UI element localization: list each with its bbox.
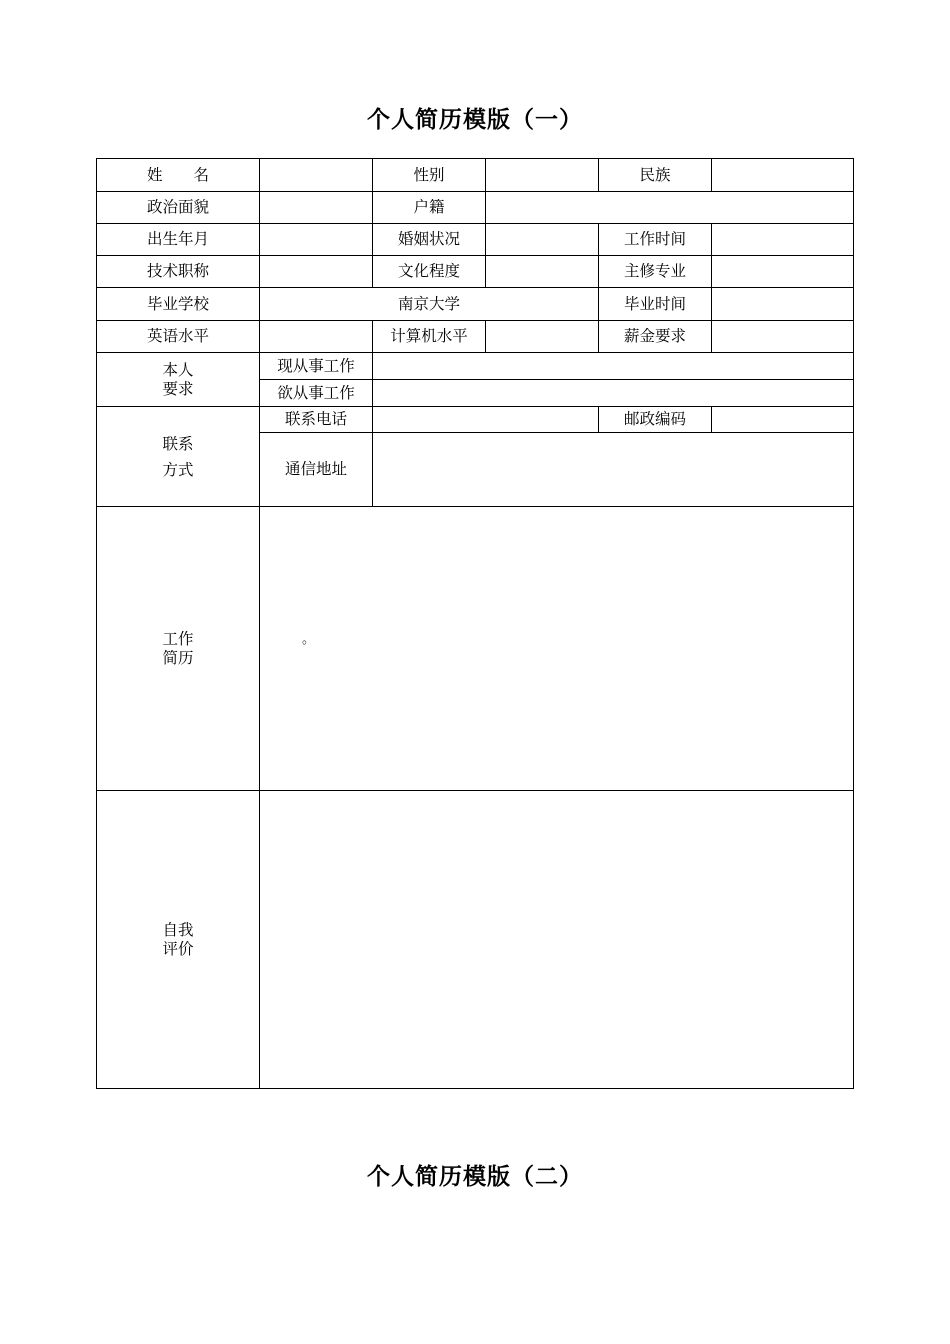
- contact-label-line2: 方式: [162, 460, 194, 479]
- document-title: 个人简历模版（一）: [367, 107, 583, 133]
- birth-label: 出生年月: [97, 224, 260, 256]
- worktime-label: 工作时间: [599, 224, 712, 256]
- contact-label-line1: 联系: [162, 434, 194, 453]
- ethnicity-field[interactable]: [712, 159, 854, 192]
- english-field[interactable]: [260, 321, 373, 353]
- postcode-label: 邮政编码: [599, 407, 712, 433]
- english-label: 英语水平: [97, 321, 260, 353]
- contact-label: [97, 407, 260, 507]
- self-evaluation-label: [97, 791, 260, 1089]
- name-field[interactable]: [260, 159, 373, 192]
- address-label: 通信地址: [260, 433, 373, 507]
- gender-label: 性别: [373, 159, 486, 192]
- school-label: 毕业学校: [97, 288, 260, 321]
- marital-field[interactable]: [486, 224, 599, 256]
- self-evaluation-label-line1: 自我: [162, 920, 194, 939]
- education-label: 文化程度: [373, 256, 486, 288]
- political-label: 政治面貌: [97, 192, 260, 224]
- salary-label: 薪金要求: [599, 321, 712, 353]
- work-history-label-line2: 简历: [162, 648, 194, 667]
- salary-field[interactable]: [712, 321, 854, 353]
- title-label: 技术职称: [97, 256, 260, 288]
- desired-job-label: 欲从事工作: [260, 380, 373, 407]
- request-label-line1: 本人: [162, 360, 194, 379]
- self-evaluation-label-line2: 评价: [162, 939, 194, 958]
- gradtime-label: 毕业时间: [599, 288, 712, 321]
- name-label: 姓 名: [97, 159, 260, 192]
- ethnicity-label: 民族: [599, 159, 712, 192]
- second-document-title: 个人简历模版（二）: [367, 1164, 583, 1190]
- computer-label: 计算机水平: [373, 321, 486, 353]
- computer-field[interactable]: [486, 321, 599, 353]
- request-label: [97, 353, 260, 407]
- request-label-line2: 要求: [162, 379, 194, 398]
- title-field[interactable]: [260, 256, 373, 288]
- self-evaluation-field[interactable]: [260, 791, 854, 1089]
- address-field[interactable]: [373, 433, 854, 507]
- phone-label: 联系电话: [260, 407, 373, 433]
- birth-field[interactable]: [260, 224, 373, 256]
- phone-field[interactable]: [373, 407, 599, 433]
- current-job-field[interactable]: [373, 353, 854, 380]
- work-history-label-line1: 工作: [162, 629, 194, 648]
- gender-field[interactable]: [486, 159, 599, 192]
- major-label: 主修专业: [599, 256, 712, 288]
- political-field[interactable]: [260, 192, 373, 224]
- hukou-label: 户籍: [373, 192, 486, 224]
- major-field[interactable]: [712, 256, 854, 288]
- work-history-content: 。: [302, 632, 316, 647]
- current-job-label: 现从事工作: [260, 353, 373, 380]
- school-field[interactable]: 南京大学: [260, 288, 599, 321]
- postcode-field[interactable]: [712, 407, 854, 433]
- work-history-label: [97, 507, 260, 791]
- resume-table: [96, 158, 854, 1089]
- work-history-field[interactable]: [260, 507, 854, 791]
- worktime-field[interactable]: [712, 224, 854, 256]
- marital-label: 婚姻状况: [373, 224, 486, 256]
- gradtime-field[interactable]: [712, 288, 854, 321]
- hukou-field[interactable]: [486, 192, 854, 224]
- desired-job-field[interactable]: [373, 380, 854, 407]
- education-field[interactable]: [486, 256, 599, 288]
